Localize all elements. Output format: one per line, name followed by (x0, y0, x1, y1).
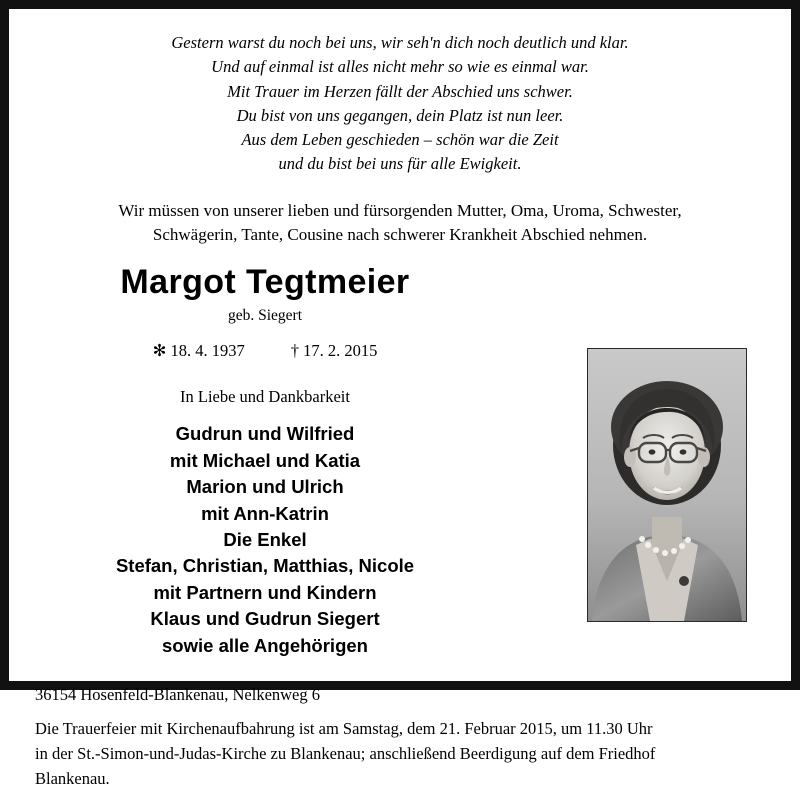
funeral-service-info (35, 717, 765, 791)
portrait-photo (587, 348, 747, 622)
memorial-poem (35, 31, 765, 177)
death-date: † 17. 2. 2015 (290, 341, 378, 361)
poem-line: Und auf einmal ist alles nicht mehr so wie es einmal war. (211, 57, 589, 77)
family-address: 36154 Hosenfeld-Blankenau, Nelkenweg 6 (35, 685, 321, 705)
mourners-list (35, 421, 495, 659)
introduction-text (35, 199, 765, 248)
mourner-line: Die Enkel (223, 528, 307, 550)
mourner-line: mit Michael und Katia (169, 449, 361, 471)
mourner-line: Stefan, Christian, Matthias, Nicole (115, 555, 415, 577)
mourner-line: Gudrun und Wilfried (175, 423, 355, 445)
mourner-line: Klaus und Gudrun Siegert (150, 608, 380, 630)
poem-line: Mit Trauer im Herzen fällt der Abschied uns schwer. (227, 81, 573, 101)
service-line: Blankenau. (35, 768, 110, 788)
service-line: in der St.-Simon-und-Judas-Kirche zu Blankenau; anschließend Beerdigung auf dem Friedhof (35, 744, 656, 763)
service-line: Die Trauerfeier mit Kirchenaufbahrung ist am Samstag, dem 21. Februar 2015, um 11.30 Uhr (35, 719, 653, 739)
mourner-line: mit Ann-Katrin (201, 502, 329, 524)
intro-line: Wir müssen von unserer lieben und fürsorgenden Mutter, Oma, Uroma, Schwester, (118, 200, 682, 220)
poem-line: Aus dem Leben geschieden – schön war die Zeit (241, 130, 559, 149)
intro-line: Schwägerin, Tante, Cousine nach schwerer Krankheit Abschied nehmen. (152, 225, 648, 245)
birth-date: ✻ 18. 4. 1937 (152, 341, 245, 361)
mourner-line: Marion und Ulrich (186, 476, 344, 498)
mourner-line: sowie alle Angehörigen (162, 634, 368, 656)
deceased-maiden-name: geb. Siegert (227, 307, 303, 325)
main-content (35, 264, 765, 659)
poem-line: und du bist bei uns für alle Ewigkeit. (278, 154, 522, 174)
life-dates (35, 341, 495, 361)
mourner-line: mit Partnern und Kindern (153, 581, 377, 603)
obituary-inner (9, 9, 791, 788)
deceased-name: Margot Tegtmeier (120, 262, 410, 301)
dedication-text: In Liebe und Dankbarkeit (180, 387, 350, 407)
poem-line: Du bist von uns gegangen, dein Platz ist nun leer. (236, 105, 564, 125)
deceased-details (35, 264, 495, 659)
poem-line: Gestern warst du noch bei uns, wir seh'n dich noch deutlich und klar. (171, 33, 629, 52)
